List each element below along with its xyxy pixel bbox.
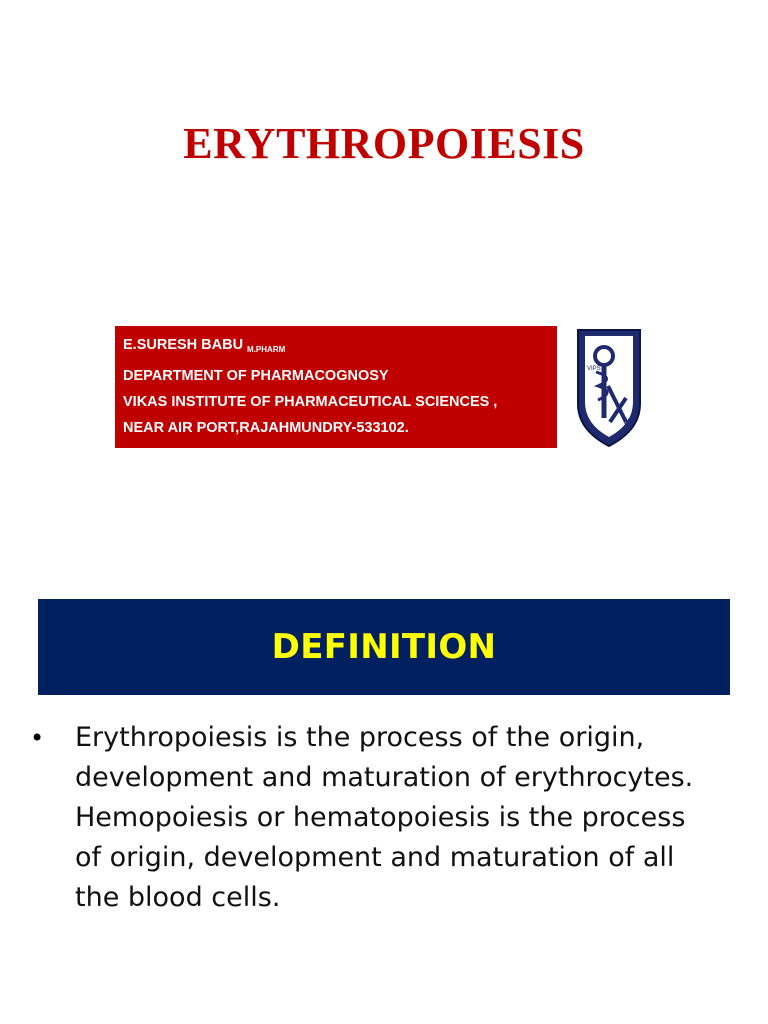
slide-title: ERYTHROPOIESIS — [183, 119, 585, 168]
rx-shield-logo-icon — [574, 326, 644, 450]
definition-header-bar — [38, 599, 730, 695]
author-degree: M.PHARM — [247, 345, 286, 354]
author-name-line — [123, 332, 557, 363]
list-item — [30, 718, 730, 918]
definition-heading: DEFINITION — [271, 627, 497, 667]
bullet-icon: • — [30, 724, 45, 752]
logo-badge-text: VIPS — [587, 366, 601, 372]
author-name: E.SURESH BABU — [123, 337, 244, 353]
definition-bullet-list — [30, 718, 730, 918]
definition-text: Erythropoiesis is the process of the origin, development and maturation of erythrocytes. Hemopoiesis or hematopoiesis is the process of origin, development and maturation of all the blood cells. — [75, 722, 694, 913]
svg-text:x: x — [624, 413, 630, 427]
author-info-box — [115, 326, 557, 448]
author-department: DEPARTMENT OF PHARMACOGNOSY — [123, 368, 389, 384]
author-institute: VIKAS INSTITUTE OF PHARMACEUTICAL SCIENCES , — [123, 394, 498, 410]
author-address: NEAR AIR PORT,RAJAHMUNDRY-533102. — [123, 420, 409, 436]
